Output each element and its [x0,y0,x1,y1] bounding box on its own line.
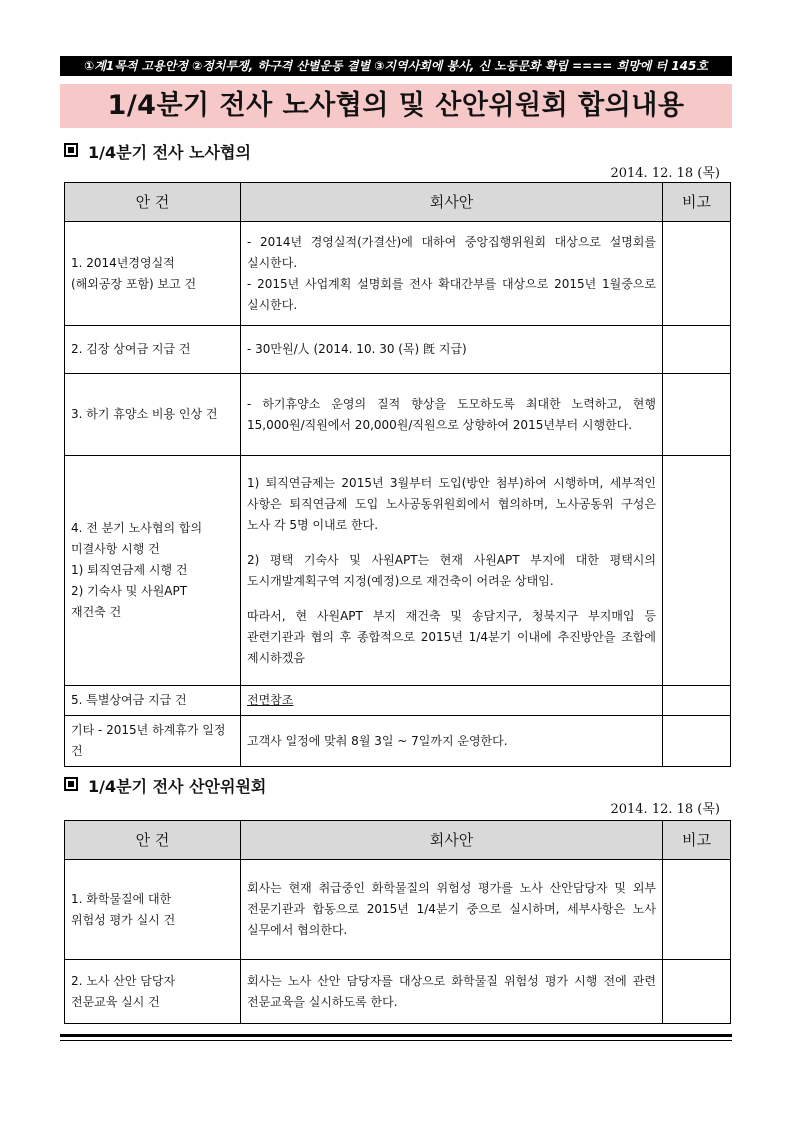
table-header-row [65,183,731,222]
item-line: 1) 퇴직연금제 시행 건 [71,563,188,577]
row-content [241,716,663,767]
content-para: 회사는 현재 취급중인 화학물질의 위험성 평가를 노사 산안담당자 및 외부 전문기관과 합동으로 2015년 1/4분기 중으로 실시하며, 세부사항은 노사 실무에서 협의한다. [247,881,656,937]
header-item: 안 건 [65,821,241,860]
content-para: - 2014년 경영실적(가결산)에 대하여 중앙집행위원회 대상으로 설명회를 실시한다. [247,234,656,270]
row-note [663,374,731,456]
item-line: 4. 전 분기 노사협의 합의 미결사항 시행 건 [71,521,203,556]
section1-heading [64,140,251,163]
row-content [241,326,663,374]
row-item [65,222,241,326]
row-note [663,456,731,686]
row-note [663,960,731,1024]
table-row [65,686,731,716]
content-para: 따라서, 현 사원APT 부지 재건축 및 송담지구, 청북지구 부지매입 등 관련기관과 협의 후 종합적으로 2015년 1/4분기 이내에 추진방안을 조합에 제시하겠음 [247,608,656,665]
row-content [241,686,663,716]
table-row [65,456,731,686]
row-note [663,716,731,767]
row-content [241,860,663,960]
header-content: 회사안 [241,821,663,860]
row-item [65,326,241,374]
page-title-bar [60,84,732,128]
header-note: 비고 [663,821,731,860]
item-line: 위험성 평가 실시 건 [71,912,176,927]
row-item [65,456,241,686]
newsletter-banner: ①계1목적 고용안정 ②정치투쟁, 하구격 산별운동 결별 ③지역사회에 봉사, 신 노동문화 확립 ==== 희망에 터 145호 [60,56,732,76]
row-note [663,222,731,326]
table-row [65,960,731,1024]
item-line: 2) 기숙사 및 사원APT [71,584,188,598]
row-item [65,686,241,716]
section1-table [64,182,731,767]
content-para: - 하기휴양소 운영의 질적 향상을 도모하도록 최대한 노력하고, 현행 15,000원/직원에서 20,000원/직원으로 상향하여 2015년부터 시행한다. [247,396,656,432]
table-row [65,860,731,960]
row-content [241,222,663,326]
content-para: 2) 평택 기숙사 및 사원APT는 현재 사원APT 부지에 대한 평택시의 도시개발계획구역 지정(예정)으로 재건축이 어려운 상태임. [247,552,656,588]
table-row [65,716,731,767]
section2-heading [64,774,266,797]
section2-table [64,820,731,1024]
row-note [663,326,731,374]
table-row [65,326,731,374]
footer-rule [60,1034,732,1037]
square-bullet-icon [64,143,78,157]
content-para: - 30만원/人 (2014. 10. 30 (목) 旣 지급) [247,342,467,356]
row-content [241,456,663,686]
section1-heading-text: 1/4분기 전사 노사협의 [88,143,251,162]
content-para: 1) 퇴직연금제는 2015년 3월부터 도입(방안 첨부)하여 시행하며, 세부적인 사항은 퇴직연금제 도입 노사공동위원회에서 협의하며, 노사공동위 구성은 노사 각 5명 이내로 한다. [247,475,656,532]
row-item [65,960,241,1024]
row-item [65,860,241,960]
table-row [65,222,731,326]
section2-date: 2014. 12. 18 (목) [610,802,720,817]
item-line: 기타 - 2015년 하계휴가 일정 건 [71,723,226,758]
content-para: - 2015년 사업계획 설명회를 전사 확대간부를 대상으로 2015년 1월중으로 실시한다. [247,276,656,312]
row-note [663,860,731,960]
row-content [241,374,663,456]
item-line: 1. 2014년경영실적 [71,255,175,270]
header-item: 안 건 [65,183,241,222]
item-line: 전문교육 실시 건 [71,994,160,1009]
section2-heading-text: 1/4분기 전사 산안위원회 [88,777,267,796]
section1-date: 2014. 12. 18 (목) [610,166,720,181]
item-line: 1. 화학물질에 대한 [71,891,172,906]
square-bullet-icon [64,777,78,791]
item-line: 3. 하기 휴양소 비용 인상 건 [71,407,218,421]
item-line: (해외공장 포함) 보고 건 [71,276,197,291]
page-title: 1/4분기 전사 노사협의 및 산안위원회 합의내용 [107,90,685,121]
item-line: 2. 노사 산안 담당자 [71,973,176,988]
content-para: 고객사 일정에 맞춰 8월 3일 ~ 7일까지 운영한다. [247,733,508,748]
table-row [65,374,731,456]
item-line: 2. 김장 상여금 지급 건 [71,342,191,356]
row-item [65,716,241,767]
row-content [241,960,663,1024]
row-note [663,686,731,716]
header-note: 비고 [663,183,731,222]
content-para: 회사는 노사 산안 담당자를 대상으로 화학물질 위험성 평가 시행 전에 관련 전문교육을 실시하도록 한다. [247,973,656,1009]
row-item [65,374,241,456]
reference-link[interactable]: 전면참조 [247,693,294,707]
item-line: 재건축 건 [71,605,122,619]
item-line: 5. 특별상여금 지급 건 [71,693,187,707]
table-header-row [65,821,731,860]
header-content: 회사안 [241,183,663,222]
footer-rule-thin [60,1040,732,1041]
